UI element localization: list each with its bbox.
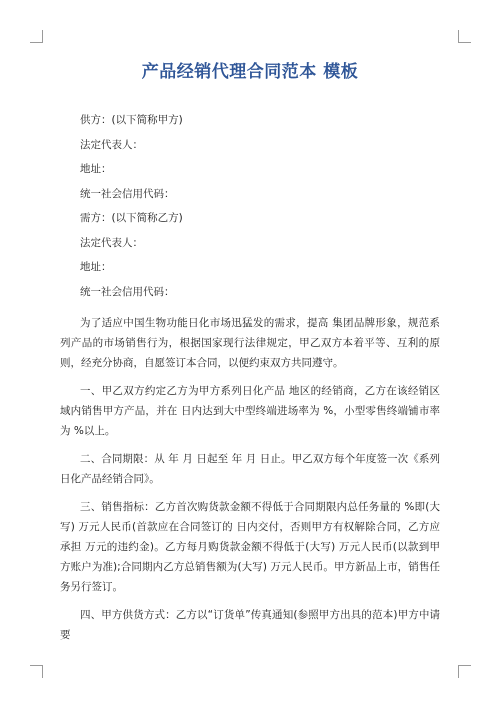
clause-1-paragraph: 一、甲乙双方约定乙方为甲方系列日化产品 地区的经销商，乙方在该经销区域内销售甲方产品，并在 日内达到大中型终端进场率为 %，小型零售终端铺市率为 %以上。: [60, 384, 440, 437]
page-corner-mark-top-right: [458, 30, 471, 43]
supplier-field: 供方：(以下简称甲方): [80, 114, 183, 126]
document-page: [60, 60, 440, 653]
document-title: 产品经销代理合同范本 模板: [141, 62, 359, 82]
supplier-address-field: 地址：: [80, 163, 112, 175]
buyer-credit-code-field: 统一社会信用代码：: [80, 285, 175, 298]
clause-2-paragraph: 二、合同期限：从 年 月 日起至 年 月 日止。甲乙双方每个年度签一次《系列日化产品经销合同》。: [60, 452, 440, 485]
clause-4-paragraph: 四、甲方供货方式：乙方以“订货单”传真通知(参照甲方出具的范本)甲方中请要: [60, 608, 440, 641]
page-corner-mark-top-left: [30, 30, 43, 43]
page-corner-mark-bottom-left: [30, 665, 43, 678]
supplier-credit-code-field: 统一社会信用代码：: [80, 187, 175, 200]
supplier-legal-representative-field: 法定代表人：: [80, 138, 143, 151]
buyer-field: 需方：(以下简称乙方): [80, 212, 183, 224]
page-corner-mark-bottom-right: [458, 665, 471, 678]
buyer-legal-representative-field: 法定代表人：: [80, 236, 143, 249]
clause-3-paragraph: 三、销售指标：乙方首次购货款金额不得低于合同期限内总任务量的 %即(大写) 万元人民币(首款应在合同签订的 日内交付，否则甲方有权解除合同，乙方应承担 万元的违约金)。乙方每月购货款金额不得低于(大写) 万元人民币(以款到甲方账户为准);合同期内乙方总销售额为(大写) 万元人民币。甲方新品上市，销售任务另行签订。: [60, 500, 440, 593]
buyer-address-field: 地址：: [80, 261, 112, 273]
preamble-paragraph: 为了适应中国生物功能日化市场迅猛发的需求，提高 集团品牌形象，规范系列产品的市场销售行为，根据国家现行法律规定，甲乙双方本着平等、互利的原则，经充分协商，自愿签订本合同，以便约束双方共同遵守。: [60, 316, 440, 369]
